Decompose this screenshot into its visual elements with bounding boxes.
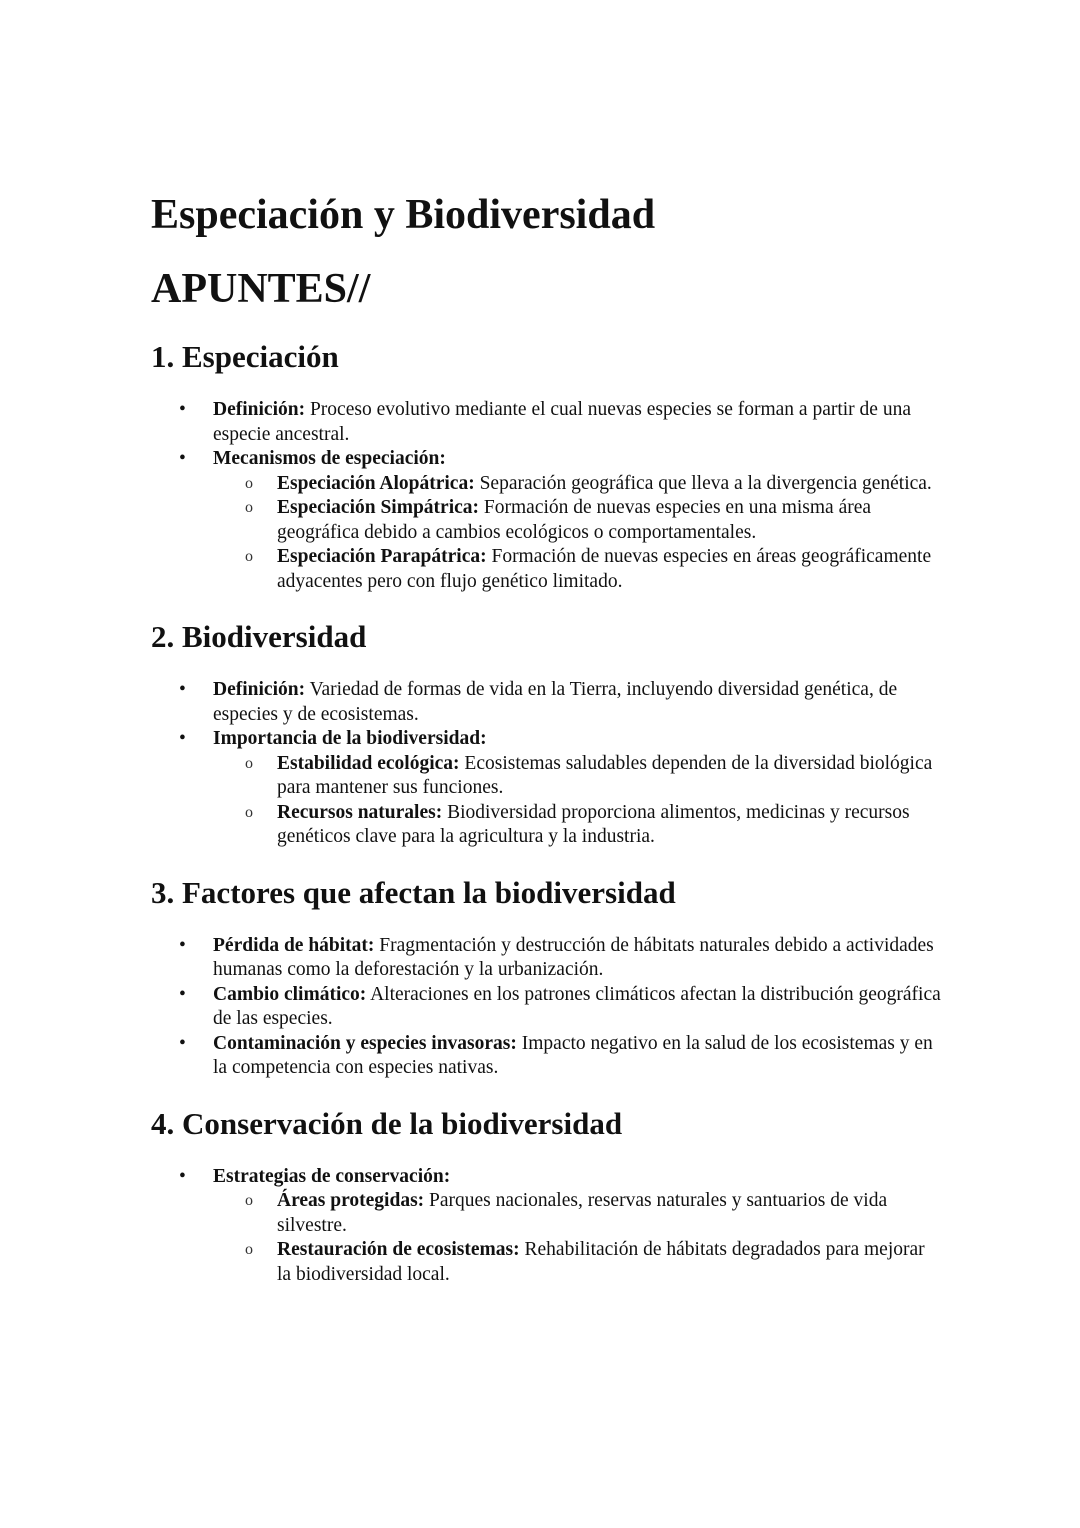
item-label: Importancia de la biodiversidad: <box>213 728 487 749</box>
list-item <box>151 983 941 1032</box>
subitem-label: Especiación Simpátrica: <box>277 497 480 518</box>
circle-bullet-icon: o <box>245 803 253 821</box>
section-conservacion <box>151 1105 941 1288</box>
bullet-icon: • <box>179 1032 186 1054</box>
list-item <box>151 1032 941 1081</box>
item-label: Estrategias de conservación: <box>213 1165 451 1187</box>
circle-bullet-icon: o <box>245 1241 253 1258</box>
list-item <box>151 398 941 447</box>
section-biodiversidad <box>151 618 941 850</box>
circle-bullet-icon: o <box>245 1192 253 1209</box>
bullet-list <box>151 398 941 594</box>
sub-list-item <box>213 752 941 801</box>
sub-list-item <box>213 472 941 497</box>
bullet-icon: • <box>179 728 186 749</box>
sub-list-item <box>213 1189 941 1238</box>
sub-list-item <box>213 801 941 850</box>
document-page <box>151 190 941 1287</box>
item-text: Variedad de formas de vida en la Tierra, incluyendo diversidad genética, de especies y de ecosistemas. <box>213 679 898 725</box>
list-item <box>151 1165 941 1288</box>
subitem-label: Restauración de ecosistemas: <box>277 1239 520 1260</box>
section-heading: 3. Factores que afectan la biodiversidad <box>151 874 676 910</box>
subitem-text: Formación de nuevas especies en una misma área geográfica debido a cambios ecológicos o comportamentales. <box>277 497 872 543</box>
circle-bullet-icon: o <box>245 754 253 772</box>
bullet-icon: • <box>179 679 186 700</box>
item-text: Proceso evolutivo mediante el cual nuevas especies se forman a partir de una especie ancestral. <box>213 399 911 445</box>
bullet-icon: • <box>179 448 186 469</box>
subitem-text: Ecosistemas saludables dependen de la diversidad biológica para mantener sus funciones. <box>277 752 933 798</box>
sub-list-item <box>213 1238 941 1287</box>
subitem-label: Estabilidad ecológica: <box>277 752 460 774</box>
item-label: Contaminación y especies invasoras: <box>213 1032 517 1054</box>
document-title: Especiación y Biodiversidad <box>151 192 656 238</box>
sub-list-item <box>213 496 941 545</box>
circle-bullet-icon: o <box>245 499 253 516</box>
document-subtitle: APUNTES// <box>151 266 371 312</box>
section-heading: 4. Conservación de la biodiversidad <box>151 1105 623 1141</box>
item-text: Fragmentación y destrucción de hábitats naturales debido a actividades humanas como la deforestación y la urbanización. <box>213 934 934 980</box>
bullet-list <box>151 934 941 1081</box>
subitem-text: Rehabilitación de hábitats degradados para mejorar la biodiversidad local. <box>277 1239 925 1285</box>
item-text: Impacto negativo en la salud de los ecosistemas y en la competencia con especies nativas. <box>213 1032 933 1078</box>
list-item <box>151 727 941 850</box>
subitem-label: Especiación Parapátrica: <box>277 546 487 567</box>
item-label: Pérdida de hábitat: <box>213 934 375 956</box>
sub-bullet-list <box>213 472 941 595</box>
subitem-label: Áreas protegidas: <box>277 1190 425 1211</box>
list-item <box>151 934 941 983</box>
list-item <box>151 678 941 727</box>
section-factores <box>151 874 941 1081</box>
item-label: Definición: <box>213 399 306 420</box>
subitem-text: Separación geográfica que lleva a la divergencia genética. <box>474 472 932 494</box>
section-heading: 1. Especiación <box>151 339 339 374</box>
bullet-list <box>151 678 941 850</box>
item-label: Mecanismos de especiación: <box>213 448 446 469</box>
bullet-icon: • <box>179 1165 186 1187</box>
circle-bullet-icon: o <box>245 548 253 565</box>
bullet-icon: • <box>179 983 186 1005</box>
section-heading: 2. Biodiversidad <box>151 619 367 654</box>
bullet-icon: • <box>179 399 186 420</box>
subitem-text: Biodiversidad proporciona alimentos, medicinas y recursos genéticos clave para la agricultura y la industria. <box>277 801 910 847</box>
subitem-label: Especiación Alopátrica: <box>277 472 475 494</box>
list-item <box>151 447 941 594</box>
bullet-icon: • <box>179 934 186 956</box>
subitem-text: Parques nacionales, reservas naturales y santuarios de vida silvestre. <box>277 1190 888 1236</box>
subitem-text: Formación de nuevas especies en áreas geográficamente adyacentes pero con flujo genético limitado. <box>277 546 932 592</box>
sub-bullet-list <box>213 1189 941 1287</box>
item-label: Definición: <box>213 679 306 700</box>
sub-bullet-list <box>213 752 941 850</box>
section-especiacion <box>151 338 941 594</box>
item-text: Alteraciones en los patrones climáticos afectan la distribución geográfica de las especies. <box>213 983 941 1029</box>
sub-list-item <box>213 545 941 594</box>
item-label: Cambio climático: <box>213 983 367 1005</box>
subitem-label: Recursos naturales: <box>277 801 443 823</box>
circle-bullet-icon: o <box>245 474 253 492</box>
bullet-list <box>151 1165 941 1288</box>
